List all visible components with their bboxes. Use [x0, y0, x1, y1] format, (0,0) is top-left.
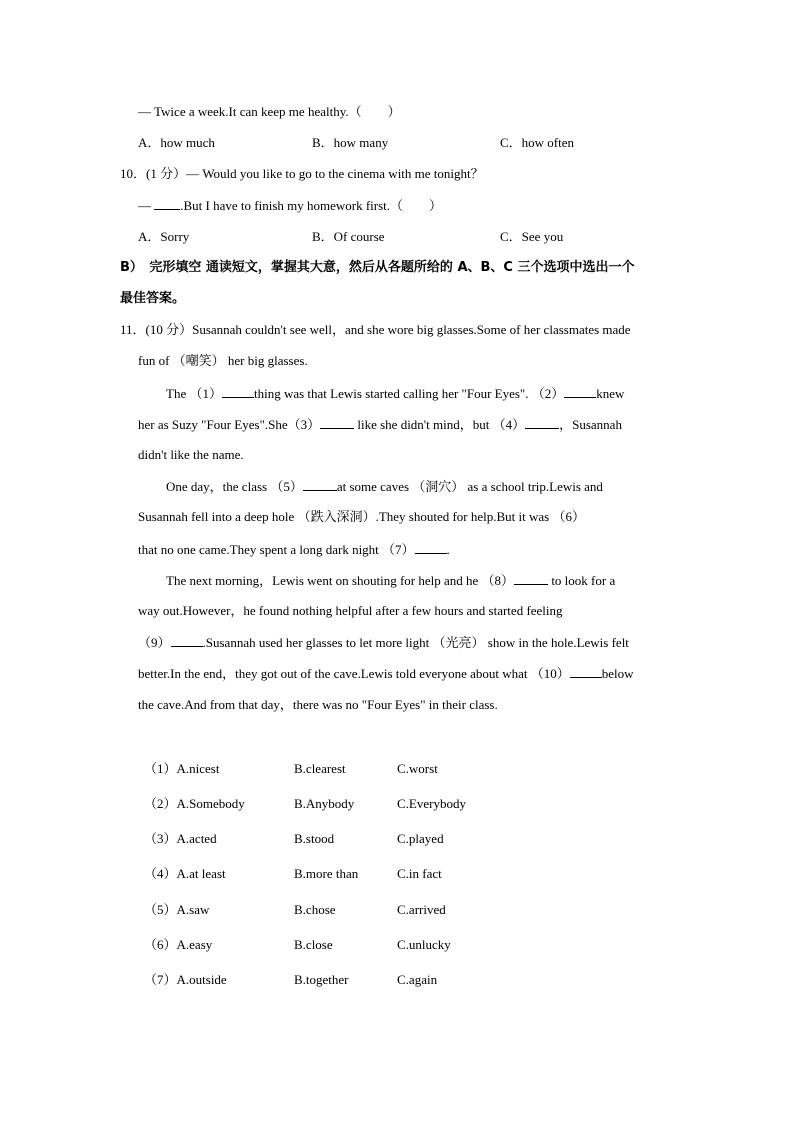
- passage-text: below: [601, 666, 634, 681]
- choice-b: B.more than: [294, 866, 359, 881]
- q10-stem: 10．(1 分）— Would you like to go to the cinema with me tonight？: [120, 166, 484, 181]
- section-b-instructions: B） 完形填空 通读短文，掌握其大意，然后从各题所给的 A、B、C 三个选项中选出一个: [120, 260, 635, 275]
- blank-9: [171, 634, 203, 647]
- passage-text: .: [446, 542, 450, 557]
- choice-b: B.close: [294, 937, 333, 952]
- passage-text: .Susannah used her glasses to let more light （光亮） show in the hole.Lewis felt: [202, 635, 629, 650]
- choice-c: C.again: [397, 972, 438, 987]
- choice-c: C.played: [397, 831, 444, 846]
- choice-number: （1）: [144, 761, 177, 776]
- blank-1: [222, 385, 254, 398]
- q9-option-b: B．how many: [312, 135, 389, 150]
- choice-a: A.at least: [176, 866, 226, 881]
- passage-line: Susannah fell into a deep hole （跌入深洞）.They shouted for help.But it was （6）: [138, 509, 585, 524]
- section-b-instructions-cont: 最佳答案。: [120, 291, 186, 306]
- passage-text: （9）: [138, 635, 171, 650]
- passage-line: [166, 478, 603, 495]
- passage-line: [166, 572, 615, 589]
- passage-line: way out.However，he found nothing helpful after a few hours and started feeling: [138, 603, 563, 618]
- passage-line: [138, 665, 634, 682]
- choice-row-7: [144, 972, 227, 988]
- choice-b: B.clearest: [294, 761, 346, 776]
- choice-a: A.nicest: [176, 761, 220, 776]
- choice-a: A.Somebody: [176, 796, 245, 811]
- choice-row-5: [144, 902, 209, 918]
- choice-c: C.in fact: [397, 866, 442, 881]
- q11-stem-cont: fun of （嘲笑） her big glasses.: [138, 353, 308, 368]
- choice-b: B.Anybody: [294, 796, 355, 811]
- choice-row-6: [144, 937, 212, 953]
- passage-text: her as Suzy "Four Eyes".She（3）: [138, 417, 321, 432]
- passage-text: that no one came.They spent a long dark night （7）: [138, 542, 415, 557]
- passage-text: ，Susannah: [559, 417, 622, 432]
- passage-line: [138, 416, 622, 433]
- choice-a: A.easy: [176, 937, 213, 952]
- blank-2: [564, 385, 596, 398]
- blank-4: [525, 416, 559, 429]
- q11-stem: 11．(10 分）Susannah couldn't see well，and she wore big glasses.Some of her classmates made: [120, 322, 631, 337]
- choice-c: C.unlucky: [397, 937, 451, 952]
- choice-a: A.saw: [176, 902, 210, 917]
- q9-option-a: A．how much: [138, 135, 215, 150]
- q10-blank: [154, 197, 180, 210]
- blank-10: [570, 665, 602, 678]
- blank-8: [514, 572, 548, 585]
- choice-row-4: [144, 866, 226, 882]
- passage-line: [138, 541, 450, 558]
- passage-text: like she didn't mind，but （4）: [357, 417, 526, 432]
- passage-text: The （1）: [166, 386, 222, 401]
- passage-line: [166, 385, 624, 402]
- choice-number: （3）: [144, 831, 177, 846]
- choice-row-3: [144, 831, 217, 847]
- q10-option-a: A．Sorry: [138, 229, 190, 244]
- passage-text: thing was that Lewis started calling her "Four Eyes". （2）: [253, 386, 565, 401]
- choice-b: B.chose: [294, 902, 336, 917]
- passage-text: to look for a: [548, 573, 616, 588]
- blank-5: [303, 478, 337, 491]
- choice-number: （7）: [144, 972, 177, 987]
- q10-answer-rest: .But I have to finish my homework first.（ ）: [180, 198, 443, 213]
- choice-c: C.Everybody: [397, 796, 466, 811]
- passage-text: One day，the class （5）: [166, 479, 303, 494]
- passage-line: [138, 634, 629, 651]
- choice-c: C.worst: [397, 761, 438, 776]
- choice-number: （5）: [144, 902, 177, 917]
- passage-text: at some caves （洞穴） as a school trip.Lewis and: [336, 479, 603, 494]
- blank-7: [415, 541, 447, 554]
- choice-a: A.outside: [176, 972, 227, 987]
- choice-number: （2）: [144, 796, 177, 811]
- choice-a: A.acted: [176, 831, 217, 846]
- q10-option-b: B．Of course: [312, 229, 385, 244]
- passage-text: knew: [596, 386, 625, 401]
- passage-text: The next morning，Lewis went on shouting for help and he （8）: [166, 573, 515, 588]
- choice-b: B.stood: [294, 831, 335, 846]
- passage-text: better.In the end，they got out of the cave.Lewis told everyone about what （10）: [138, 666, 570, 681]
- q10-answer-line: [138, 197, 442, 214]
- blank-3: [320, 416, 354, 429]
- choice-c: C.arrived: [397, 902, 446, 917]
- choice-row-2: [144, 796, 245, 812]
- choice-number: （4）: [144, 866, 177, 881]
- choice-b: B.together: [294, 972, 349, 987]
- q9-option-c: C．how often: [500, 135, 575, 150]
- choice-row-1: [144, 761, 219, 777]
- q9-answer-line: — Twice a week.It can keep me healthy.（ ）: [138, 104, 401, 119]
- choice-number: （6）: [144, 937, 177, 952]
- q10-option-c: C．See you: [500, 229, 564, 244]
- passage-line: didn't like the name.: [138, 447, 244, 462]
- passage-line: the cave.And from that day，there was no "Four Eyes" in their class.: [138, 697, 498, 712]
- q10-dash: —: [138, 198, 155, 213]
